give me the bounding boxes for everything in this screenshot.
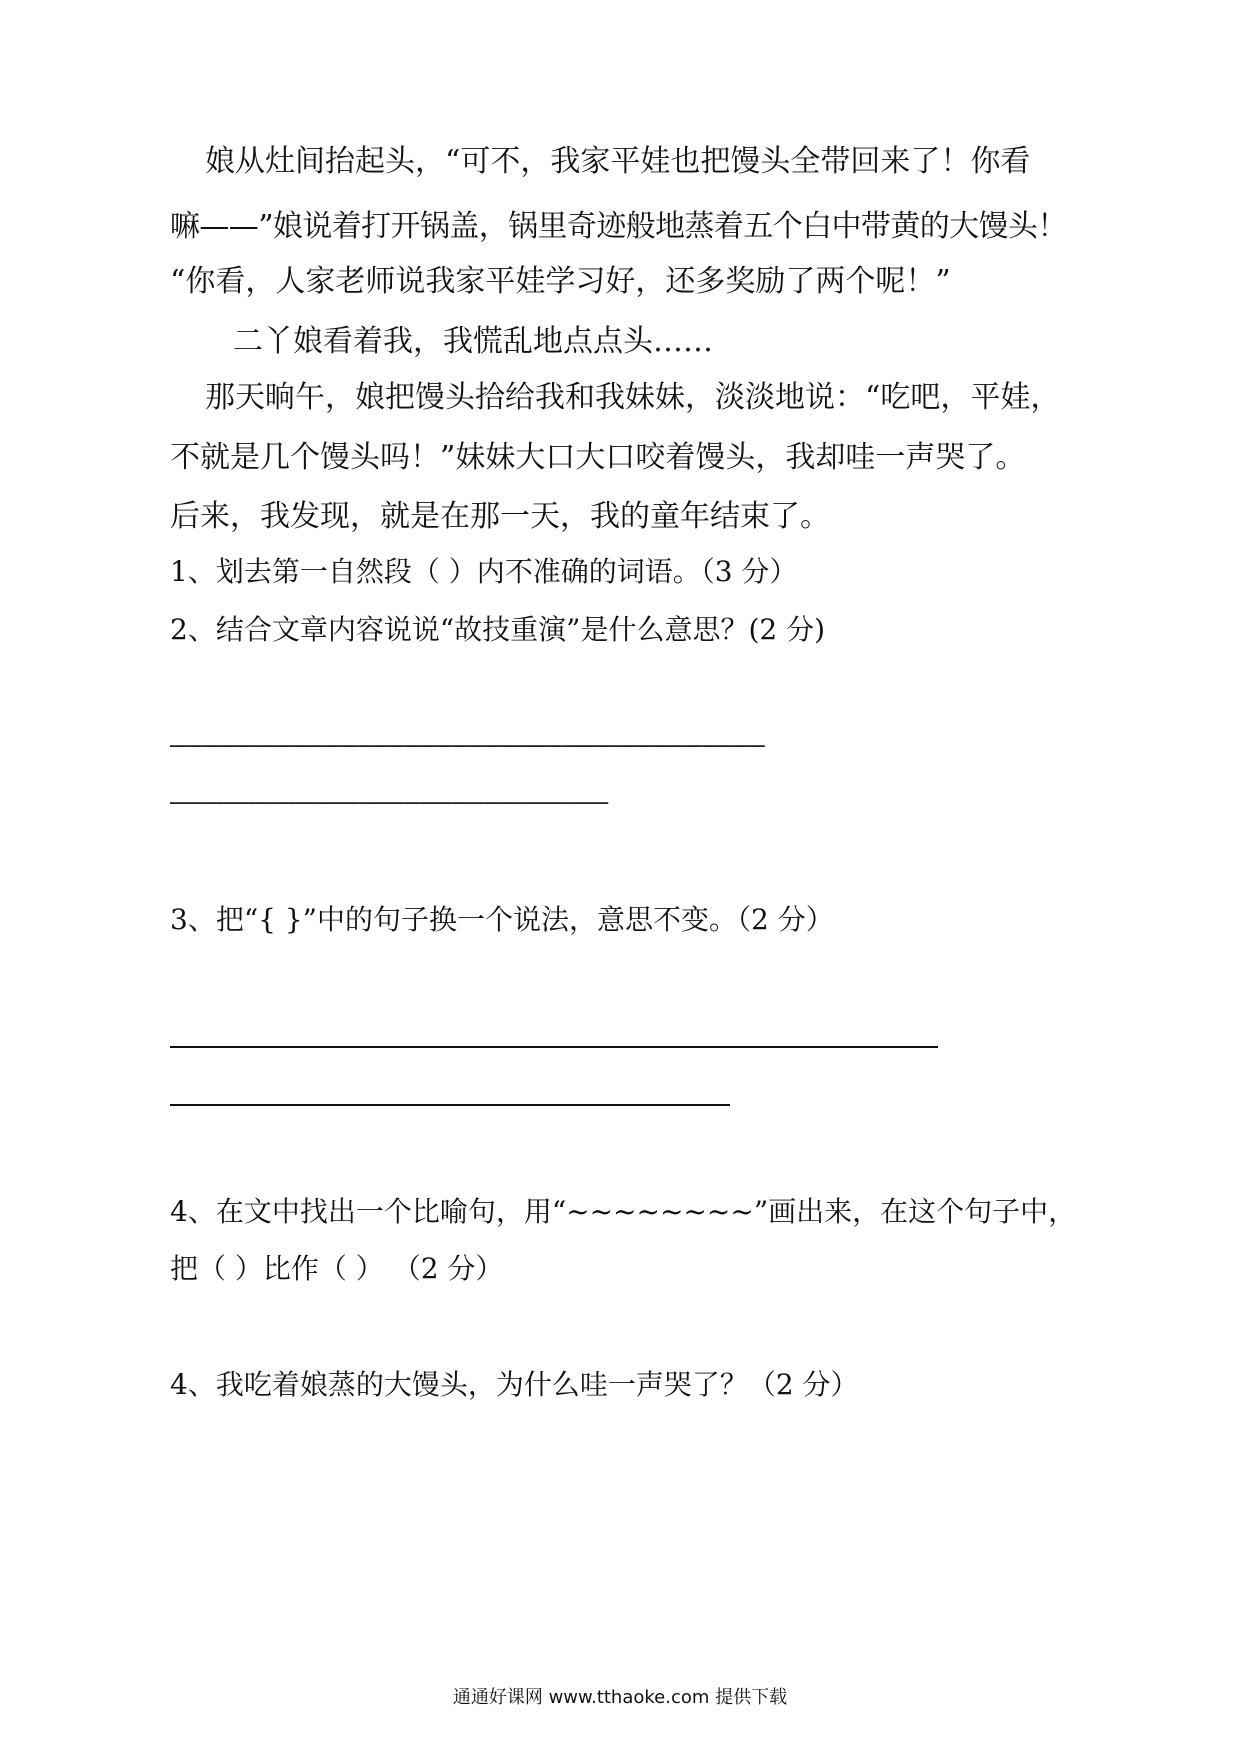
page-footer: 通通好课网 www.tthaoke.com 提供下载: [452, 1687, 788, 1708]
answer-line[interactable]: [170, 1104, 730, 1106]
passage-line: “你看，人家老师说我家平娃学习好，还多奖励了两个呢！”: [170, 264, 951, 299]
question-4-fill-blanks: 把（ ）比作（ ） （2 分）: [170, 1252, 504, 1285]
answer-line-dashed[interactable]: ————————————————————————————: [170, 787, 609, 817]
question-2: 2、结合文章内容说说“故技重演”是什么意思？(2 分): [170, 613, 826, 646]
passage-line: 娘从灶间抬起头，“可不，我家平娃也把馒头全带回来了！你看: [205, 144, 1031, 179]
passage-line: 二丫娘看着我，我慌乱地点点头……: [233, 324, 713, 359]
question-1: 1、划去第一自然段（ ）内不准确的词语。（3 分）: [170, 555, 798, 588]
question-4: 4、在文中找出一个比喻句，用“~~~~~~~~”画出来，在这个句子中，: [170, 1195, 1077, 1228]
passage-line: 不就是几个馒头吗！”妹妹大口大口咬着馒头，我却哇一声哭了。: [170, 440, 1026, 475]
answer-line-dashed[interactable]: ——————————————————————————————————————: [170, 730, 765, 760]
passage-line: 嘛——”娘说着打开锅盖，锅里奇迹般地蒸着五个白中带黄的大馒头！: [170, 209, 1067, 244]
passage-line: 后来，我发现，就是在那一天，我的童年结束了。: [170, 499, 830, 534]
passage-line: 那天晌午，娘把馒头拾给我和我妹妹，淡淡地说：“吃吧，平娃，: [205, 380, 1061, 415]
question-5: 4、我吃着娘蒸的大馒头，为什么哇一声哭了？（2 分）: [170, 1368, 859, 1401]
question-3: 3、把“{ }”中的句子换一个说法，意思不变。（2 分）: [170, 903, 834, 936]
answer-line[interactable]: [170, 1046, 938, 1048]
